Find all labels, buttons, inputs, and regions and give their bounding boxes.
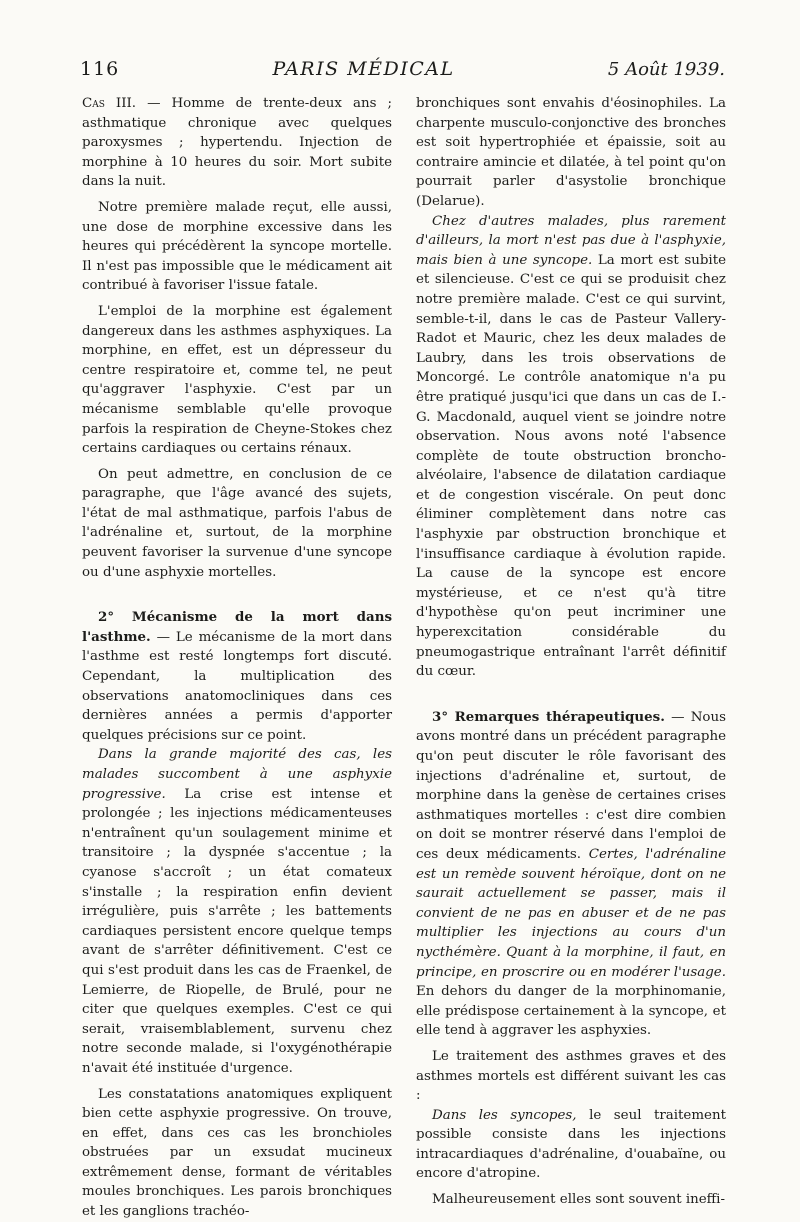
section-text: — Le mécanisme de la mort dans l'asthme est resté longtemps fort discuté. Cependant, la multiplication des observations anatomocliniques dans ces dernières années a permis d'apporter quelques précisions sur ce point. <box>82 629 392 743</box>
paragraph: On peut admettre, en conclusion de ce paragraphe, que l'âge avancé des sujets, l'état de mal asthmatique, parfois l'abus de l'adrénaline et, surtout, de la morphine peuvent favoriser la survenue d'une syncope ou d'une asphyxie mortelles. <box>82 466 392 580</box>
section-paragraph <box>416 708 726 1041</box>
paragraph-text: La crise est intense et prolongée ; les injections médicamenteuses n'entraînent qu'un soulagement minime et transitoire ; la dyspnée s'accentue ; la cyanose s'accroît ; un état comateux s'installe ; la respiration enfin devient irrégulière, puis s'arrête ; les battements cardiaques persistent encore quelque temps avant de s'arrêter définitivement. C'est ce qui s'est produit dans les cas de Fraenkel, de Lemierre, de Riopelle, de Brulé, pour ne citer que quelques exemples. C'est ce qui serait, vraisemblablement, survenu chez notre seconde malade, si l'oxygénothérapie n'avait été instituée d'urgence. <box>82 786 392 1076</box>
issue-date: 5 Août 1939. <box>607 59 725 80</box>
paragraph <box>82 745 392 1078</box>
journal-title: PARIS MÉDICAL <box>272 58 455 80</box>
paragraph-text: le seul traitement possible consiste dans les injections intracardiaques d'adrénaline, d'ouabaïne, ou encore d'atropine. <box>416 1107 726 1182</box>
italic-lead: Chez d'autres malades, plus rarement d'ailleurs, la mort n'est pas due à l'asphyxie, mais bien à une syncope. <box>416 213 726 268</box>
italic-lead: Dans les syncopes, <box>432 1107 577 1123</box>
section-paragraph <box>82 608 392 745</box>
section-heading: 3° Remarques thérapeutiques. <box>432 708 665 725</box>
section-text: En dehors du danger de la morphinomanie, elle prédispose certainement à la syncope, et elle tend à aggraver les asphyxies. <box>416 984 726 1039</box>
paragraph-text: La mort est subite et silencieuse. C'est ce qui se produisit chez notre première malade. C'est ce qui survint, semble-t-il, dans le cas de Pasteur Vallery-Radot et Mauric, chez les deux malades de Laubry, dans les trois observations de Moncorgé. Le contrôle anatomique n'a pu être pratiqué jusqu'ici que dans un cas de I.-G. Macdonald, auquel vient se joindre notre observation. Nous avons noté l'absence complète de toute obstruction broncho-alvéolaire, l'absence de dilatation cardiaque et de congestion viscérale. On peut donc éliminer complètement dans notre cas l'asphyxie par obstruction bronchique et l'insuffisance cardiaque à évolution rapide. La cause de la syncope est encore mystérieuse, et ce n'est qu'à titre d'hypothèse qu'on peut incriminer une hyperexcitation considérable du pneumogastrique entraînant l'arrêt définitif du cœur. <box>416 252 727 680</box>
paragraph: Les constatations anatomiques expliquent bien cette asphyxie progressive. On trouve, en effet, dans ces cas les bronchioles obstruées par un exsudat mucineux extrêmement dense, formant de véritables moules bronchiques. Les parois bronchiques et les ganglions trachéo- <box>82 1086 392 1220</box>
page-header <box>80 58 725 86</box>
paragraph: Malheureusement elles sont souvent ineffi- <box>432 1192 725 1208</box>
italic-passage: Certes, l'adrénaline est un remède souvent héroïque, dont on ne saurait actuellement se passer, mais il convient de ne pas en abuser et de ne pas multiplier les injections au cours d'un nycthémère. Quant à la morphine, il faut, en principe, en proscrire ou en modérer l'usage. <box>416 846 727 980</box>
paragraph: Le traitement des asthmes graves et des asthmes mortels est différent suivant les cas : <box>416 1048 726 1104</box>
italic-lead: Dans la grande majorité des cas, les malades succombent à une asphyxie progressive. <box>82 747 392 802</box>
paragraph: L'emploi de la morphine est également dangereux dans les asthmes asphyxiques. La morphine, en effet, est un dépresseur du centre respiratoire et, comme tel, ne peut qu'aggraver l'asphyxie. C'est par un mécanisme semblable qu'elle provoque parfois la respiration de Cheyne-Stokes chez certains cardiaques ou certains rénaux. <box>82 303 392 457</box>
paragraph: bronchiques sont envahis d'éosinophiles. La charpente musculo-conjonctive des bronches est soit hypertrophiée et épaissie, soit au contraire amincie et dilatée, à tel point qu'on pourrait parler d'asystolie bronchique (Delarue). <box>416 96 726 209</box>
paragraph <box>416 212 726 682</box>
case-text: — Homme de trente-deux ans ; asthmatique chronique avec quelques paroxysmes ; hypertendu. Injection de morphine à 10 heures du soir. Mort subite dans la nuit. <box>82 96 392 190</box>
case-paragraph <box>82 94 392 192</box>
paragraph <box>416 1106 726 1184</box>
section-text: — Nous avons montré dans un précédent paragraphe qu'on peut discuter le rôle favorisant des injections d'adrénaline et, surtout, de morphine dans la genèse de certaines crises asthmatiques mortelles : c'est dire combien on doit se montrer réservé dans l'emploi de ces deux médicaments. <box>416 709 726 862</box>
section-heading: 2° Mécanisme de la mort dans l'asthme. <box>82 609 392 645</box>
paragraph: Notre première malade reçut, elle aussi, une dose de morphine excessive dans les heures qui précédèrent la syncope mortelle. Il n'est pas impossible que le médicament ait contribué à favoriser l'issue fatale. <box>82 199 392 294</box>
case-label: Cas III. <box>82 96 137 111</box>
page-number: 116 <box>80 58 120 80</box>
left-column <box>82 94 392 1222</box>
right-column <box>416 94 726 1210</box>
